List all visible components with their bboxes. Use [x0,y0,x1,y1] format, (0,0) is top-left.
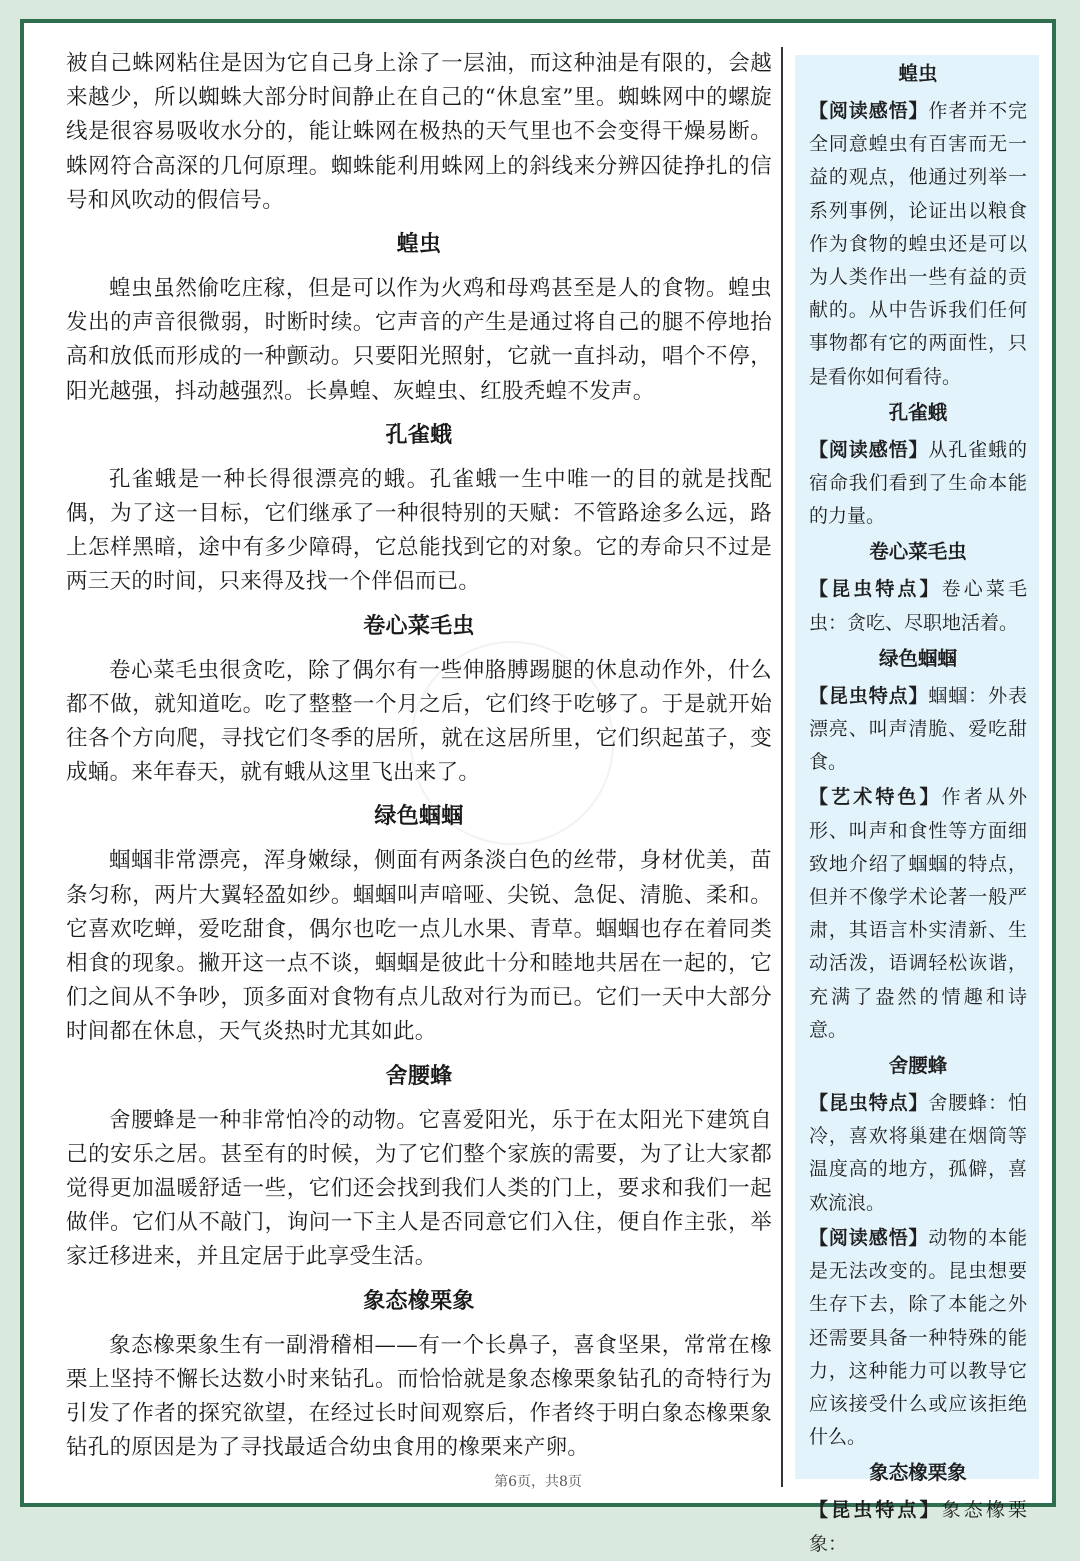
note-tag: 【阅读感悟】 [809,100,929,122]
page-frame [20,19,1056,1555]
sidebar-note [809,1087,1027,1220]
sidebar-title-peacock-moth: 孔雀蛾 [888,400,948,424]
section-title-locust: 蝗虫 [396,232,442,258]
sidebar-title-cabbage-caterpillar: 卷心菜毛虫 [869,540,967,564]
section-title-peacock-moth: 孔雀蛾 [385,422,453,448]
page-number: 第6页，共8页 [494,1474,582,1490]
sidebar-note [809,680,1027,780]
sidebar-note [809,781,1027,1047]
section-title-green-katydid: 绿色蝈蝈 [374,804,464,830]
sidebar-title-locust: 蝗虫 [898,62,938,85]
sidebar-title-green-katydid: 绿色蝈蝈 [878,646,957,670]
sidebar-title-mud-dauber: 舍腰蜂 [888,1054,948,1078]
note-tag: 【昆虫特点】 [809,578,942,601]
sidebar-note [809,573,1027,639]
note-tag: 【阅读感悟】 [809,438,929,461]
note-tag: 【阅读感悟】 [809,1226,929,1249]
note-tag: 【昆虫特点】 [809,1092,929,1115]
section-text-green-katydid: 蝈蝈非常漂亮，浑身嫩绿，侧面有两条淡白色的丝带，身材优美，苗条匀称，两片大翼轻盈如纱。蝈蝈叫声喑哑、尖锐、急促、清脆、柔和。它喜欢吃蝉，爱吃甜食，偶尔也吃一点儿水果、青草。蝈蝈也存在着同类相食的现象。撇开这一点不谈，蝈蝈是彼此十分和睦地共居在一起的，它们之间从不争吵，顶多面对食物有点儿敌对行为而已。它们一天中大部分时间都在休息，天气炎热时尤其如此。 [66,848,772,1045]
sidebar-title-acorn-weevil: 象态橡栗象 [869,1461,967,1485]
sidebar-note [809,95,1027,394]
section-title-acorn-weevil: 象态橡栗象 [363,1288,475,1314]
note-tag: 【艺术特色】 [809,786,942,809]
page-content [50,41,1030,1555]
column-divider [781,47,783,1487]
intro-paragraph: 被自己蛛网粘住是因为它自己身上涂了一层油，而这种油是有限的，会越来越少，所以蜘蛛大部分时间静止在自己的“休息室”里。蜘蛛网中的螺旋线是很容易吸收水分的，能让蛛网在极热的天气里也不会变得干燥易断。蛛网符合高深的几何原理。蜘蛛能利用蛛网上的斜线来分辨囚徒挣扎的信号和风吹动的假信号。 [66,51,772,213]
sidebar-note [809,1222,1027,1454]
note-tag: 【昆虫特点】 [809,1499,942,1522]
section-title-mud-dauber: 舍腰蜂 [385,1063,453,1089]
note-text: 卷心菜毛虫：贪吃、尽职地活着。 [809,578,1027,634]
sidebar-note [809,434,1027,534]
note-text: 从孔雀蛾的宿命我们看到了生命本能的力量。 [809,438,1027,528]
section-text-mud-dauber: 舍腰蜂是一种非常怕冷的动物。它喜爱阳光，乐于在太阳光下建筑自己的安乐之居。甚至有的时候，为了它们整个家族的需要，为了让大家都觉得更加温暖舒适一些，它们还会找到我们人类的门上，要求和我们一起做伴。它们从不敲门，询问一下主人是否同意它们入住，便自作主张，举家迁移进来，并且定居于此享受生活。 [66,1107,772,1270]
note-text: 动物的本能是无法改变的。昆虫想要生存下去，除了本能之外还需要具备一种特殊的能力，这种能力可以教导它应该接受什么或应该拒绝什么。 [809,1226,1027,1449]
main-column [66,47,772,1466]
sidebar-notes [795,55,1039,1555]
note-text: 舍腰蜂：怕冷，喜欢将巢建在烟筒等温度高的地方，孤僻，喜欢流浪。 [809,1092,1027,1214]
note-text: 象态橡栗象： [809,1499,1027,1555]
note-tag: 【昆虫特点】 [809,684,929,707]
section-title-cabbage-caterpillar: 卷心菜毛虫 [363,613,475,639]
note-text: 蝈蝈：外表漂亮、叫声清脆、爱吃甜食。 [809,684,1027,774]
section-text-locust: 蝗虫虽然偷吃庄稼，但是可以作为火鸡和母鸡甚至是人的食物。蝗虫发出的声音很微弱，时断时续。它声音的产生是通过将自己的腿不停地抬高和放低而形成的一种颤动。只要阳光照射，它就一直抖动，唱个不停，阳光越强，抖动越强烈。长鼻蝗、灰蝗虫、红股秃蝗不发声。 [66,276,772,404]
section-text-acorn-weevil: 象态橡栗象生有一副滑稽相——有一个长鼻子，喜食坚果，常常在橡栗上坚持不懈长达数小时来钻孔。而恰恰就是象态橡栗象钻孔的奇特行为引发了作者的探究欲望，在经过长时间观察后，作者终于明白象态橡栗象钻孔的原因是为了寻找最适合幼虫食用的橡栗来产卵。 [66,1332,772,1461]
note-text: 作者从外形、叫声和食性等方面细致地介绍了蝈蝈的特点，但并不像学术论著一般严肃，其语言朴实清新、生动活泼，语调轻松诙谐，充满了盎然的情趣和诗意。 [809,786,1027,1041]
note-text: 作者并不完全同意蝗虫有百害而无一益的观点，他通过列举一系列事例，论证出以粮食作为食物的蝗虫还是可以为人类作出一些有益的贡献的。从中告诉我们任何事物都有它的两面性，只是看你如何看待。 [809,100,1027,388]
section-text-cabbage-caterpillar: 卷心菜毛虫很贪吃，除了偶尔有一些伸胳膊踢腿的休息动作外，什么都不做，就知道吃。吃了整整一个月之后，它们终于吃够了。于是就开始往各个方向爬，寻找它们冬季的居所，就在这居所里，它们织起茧子，变成蛹。来年春天，就有蛾从这里飞出来了。 [66,657,772,786]
section-text-peacock-moth: 孔雀蛾是一种长得很漂亮的蛾。孔雀蛾一生中唯一的目的就是找配偶，为了这一目标，它们继承了一种很特别的天赋：不管路途多么远，路上怎样黑暗，途中有多少障碍，它总能找到它的对象。它的寿命只不过是两三天的时间，只来得及找一个伴侣而已。 [66,466,772,595]
